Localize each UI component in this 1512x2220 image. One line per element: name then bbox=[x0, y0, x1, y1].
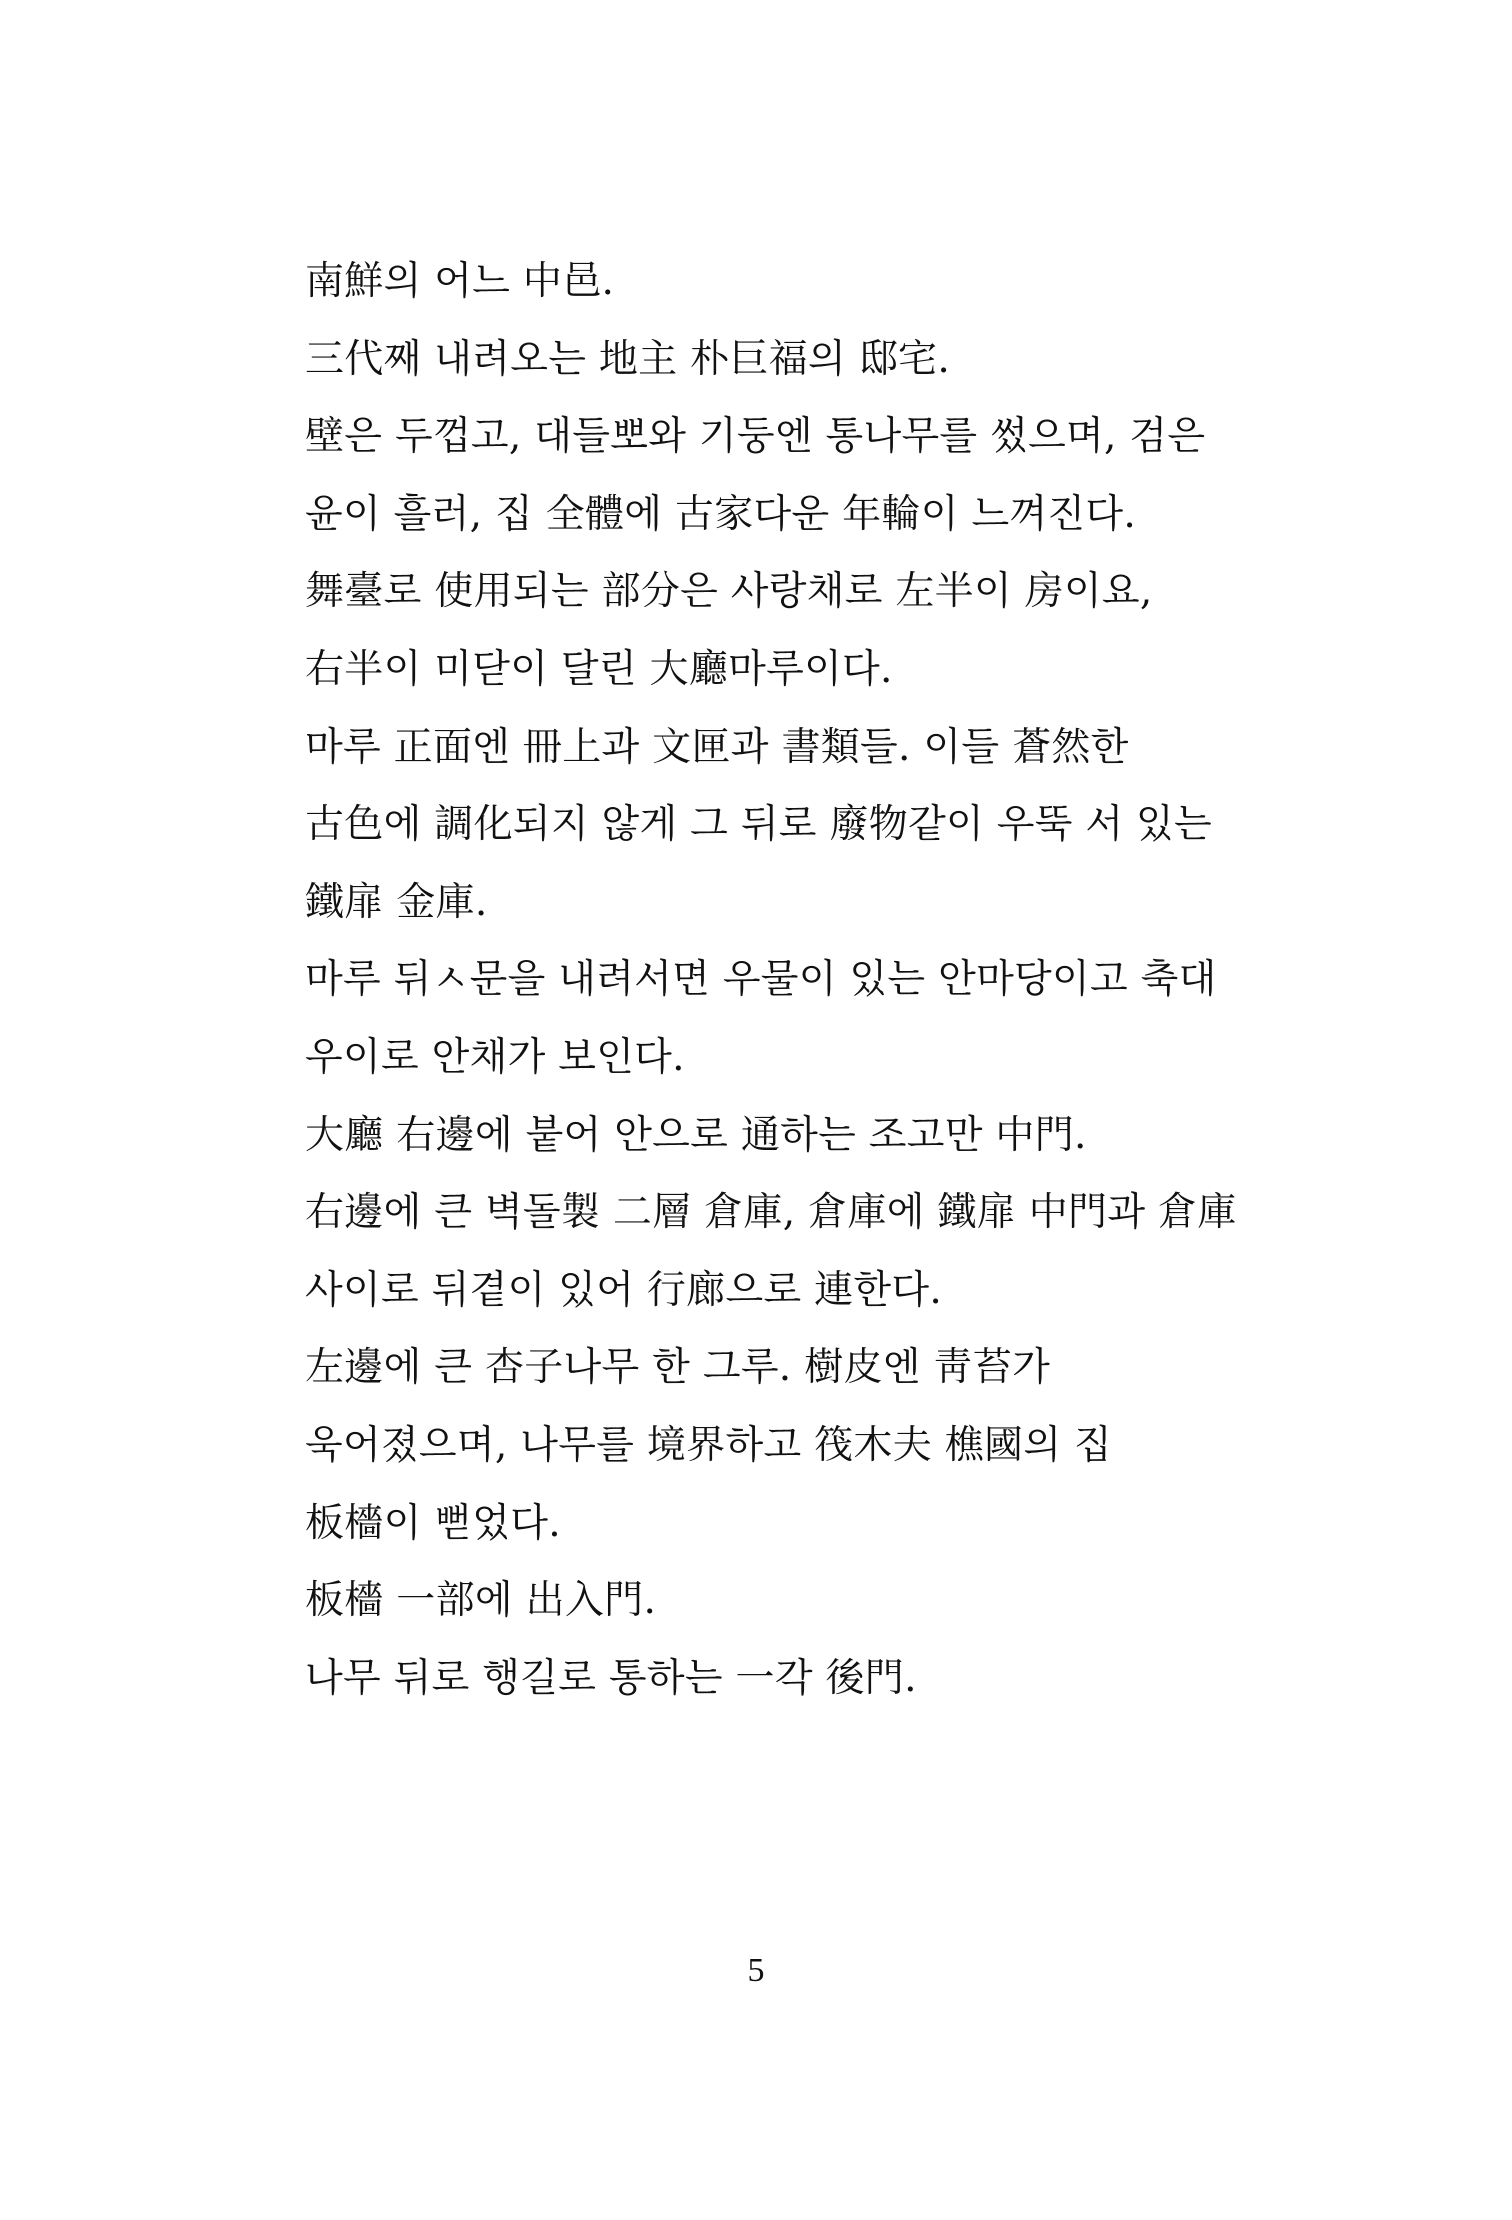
paragraph: 大廳 右邊에 붙어 안으로 通하는 조고만 中門. bbox=[305, 1112, 1087, 1158]
paragraph: 마루 뒤ㅅ문을 내려서면 우물이 있는 안마당이고 축대 우이로 안채가 보인다. bbox=[305, 957, 1217, 1080]
paragraph: 右邊에 큰 벽돌製 二層 倉庫, 倉庫에 鐵扉 中門과 倉庫 사이로 뒤곁이 있어 行廊으로 連한다. bbox=[305, 1190, 1237, 1313]
paragraph: 마루 正面엔 冊上과 文匣과 書類들. 이들 蒼然한 古色에 調化되지 않게 그 뒤로 廢物같이 우뚝 서 있는 鐵扉 金庫. bbox=[305, 724, 1212, 925]
paragraph: 나무 뒤로 행길로 통하는 一각 後門. bbox=[305, 1655, 917, 1701]
paragraph: 三代째 내려오는 地主 朴巨福의 邸宅. bbox=[305, 336, 951, 382]
paragraph: 舞臺로 使用되는 部分은 사랑채로 左半이 房이요, 右半이 미닫이 달린 大廳마루이다. bbox=[305, 569, 1153, 692]
paragraph: 南鮮의 어느 中邑. bbox=[305, 259, 615, 304]
page-number: 5 bbox=[747, 1952, 765, 1989]
stage-direction-text bbox=[305, 243, 1240, 1717]
paragraph: 左邊에 큰 杏子나무 한 그루. 樹皮엔 靑苔가 욱어졌으며, 나무를 境界하고 筏木夫 樵國의 집 板檣이 뻗었다. bbox=[305, 1345, 1112, 1546]
paragraph: 板檣 一部에 出入門. bbox=[305, 1578, 657, 1624]
paragraph: 壁은 두껍고, 대들뽀와 기둥엔 통나무를 썼으며, 검은 윤이 흘러, 집 全體에 古家다운 年輪이 느껴진다. bbox=[305, 414, 1206, 537]
